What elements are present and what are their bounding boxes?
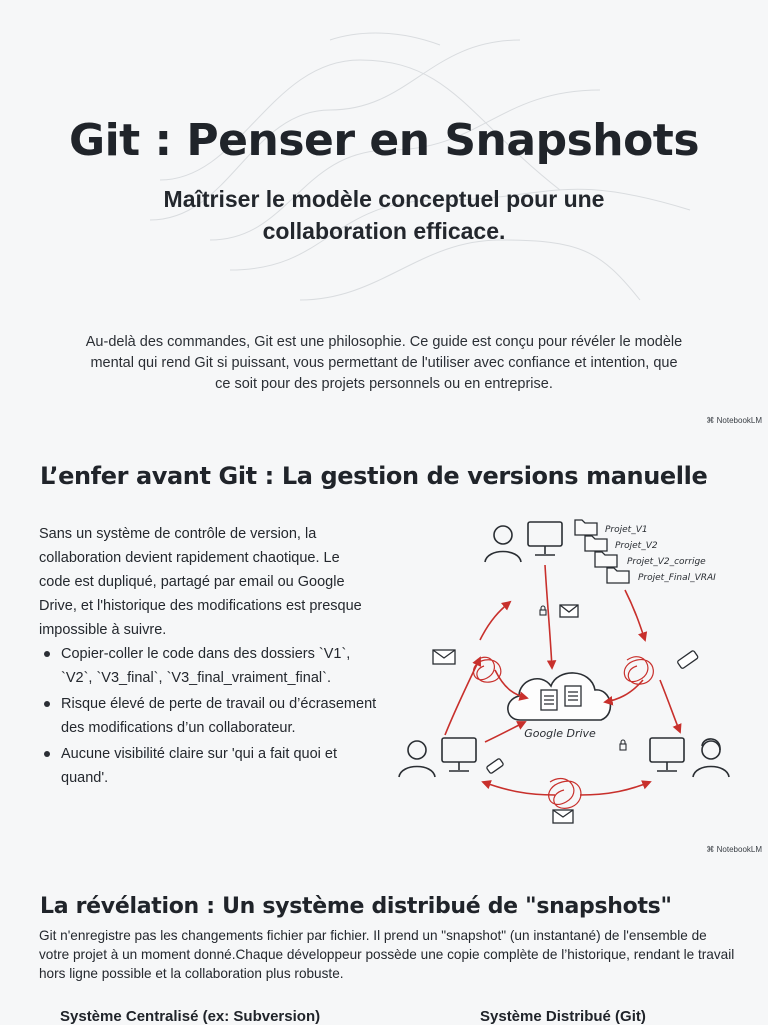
manual-versioning-slide [0,430,768,860]
chaos-diagram [395,510,735,830]
section-heading: La révélation : Un système distribué de "snapshots" [40,894,672,919]
list-item: Aucune visibilité claire sur 'qui a fait quoi et quand'. [39,742,379,790]
notebooklm-watermark: ⌘ NotebookLM [706,845,762,854]
user-icon [693,739,729,777]
cloud-label: Google Drive [524,727,596,740]
distributed-column-heading: Système Distribué (Git) [480,1008,646,1025]
folder-label: Projet_V1 [605,525,648,535]
folder-label: Projet_V2 [615,541,658,551]
page-title: Git : Penser en Snapshots [68,115,700,166]
section-heading: L’enfer avant Git : La gestion de versions manuelle [40,462,708,490]
list-item: Risque élevé de perte de travail ou d’écrasement des modifications d’un collaborateur. [39,692,379,740]
computer-icon [528,522,562,555]
folder-label: Projet_V2_corrige [627,557,706,567]
intro-paragraph: Au-delà des commandes, Git est une philosophie. Ce guide est conçu pour révéler le modèle mental qui rend Git si puissant, vous permettant de l'utiliser avec confiance et intention, que ce soit pour des projets personnels ou en entreprise. [85,334,683,392]
section-body: Git n'enregistre pas les changements fichier par fichier. Il prend un "snapshot" (un instantané) de l'ensemble de votre projet à un moment donné.Chaque développeur possède une copie complète de l’historique, rendant le travail hors ligne possible et la collaboration plus robuste. [39,928,735,981]
user-icon [399,741,435,777]
computer-icon [442,738,476,771]
section-body: Sans un système de contrôle de version, la collaboration devient rapidement chaotique. Le code est dupliqué, partagé par email ou Google Drive, et l'historique des modifications est presque impossible à suivre. [39,526,362,638]
user-icon [485,526,521,562]
folder-label: Projet_Final_VRAI [638,573,716,583]
notebooklm-watermark: ⌘ NotebookLM [706,416,762,425]
centralized-column-heading: Système Centralisé (ex: Subversion) [60,1008,321,1025]
title-slide [0,0,768,430]
bullet-list [39,642,379,792]
page-subtitle: Maîtriser le modèle conceptuel pour une collaboration efficace. [163,186,605,244]
list-item: Copier-coller le code dans des dossiers `V1`, `V2`, `V3_final`, `V3_final_vraiment_final`. [39,642,379,690]
distributed-snapshots-slide [0,860,768,1024]
computer-icon [650,738,684,771]
